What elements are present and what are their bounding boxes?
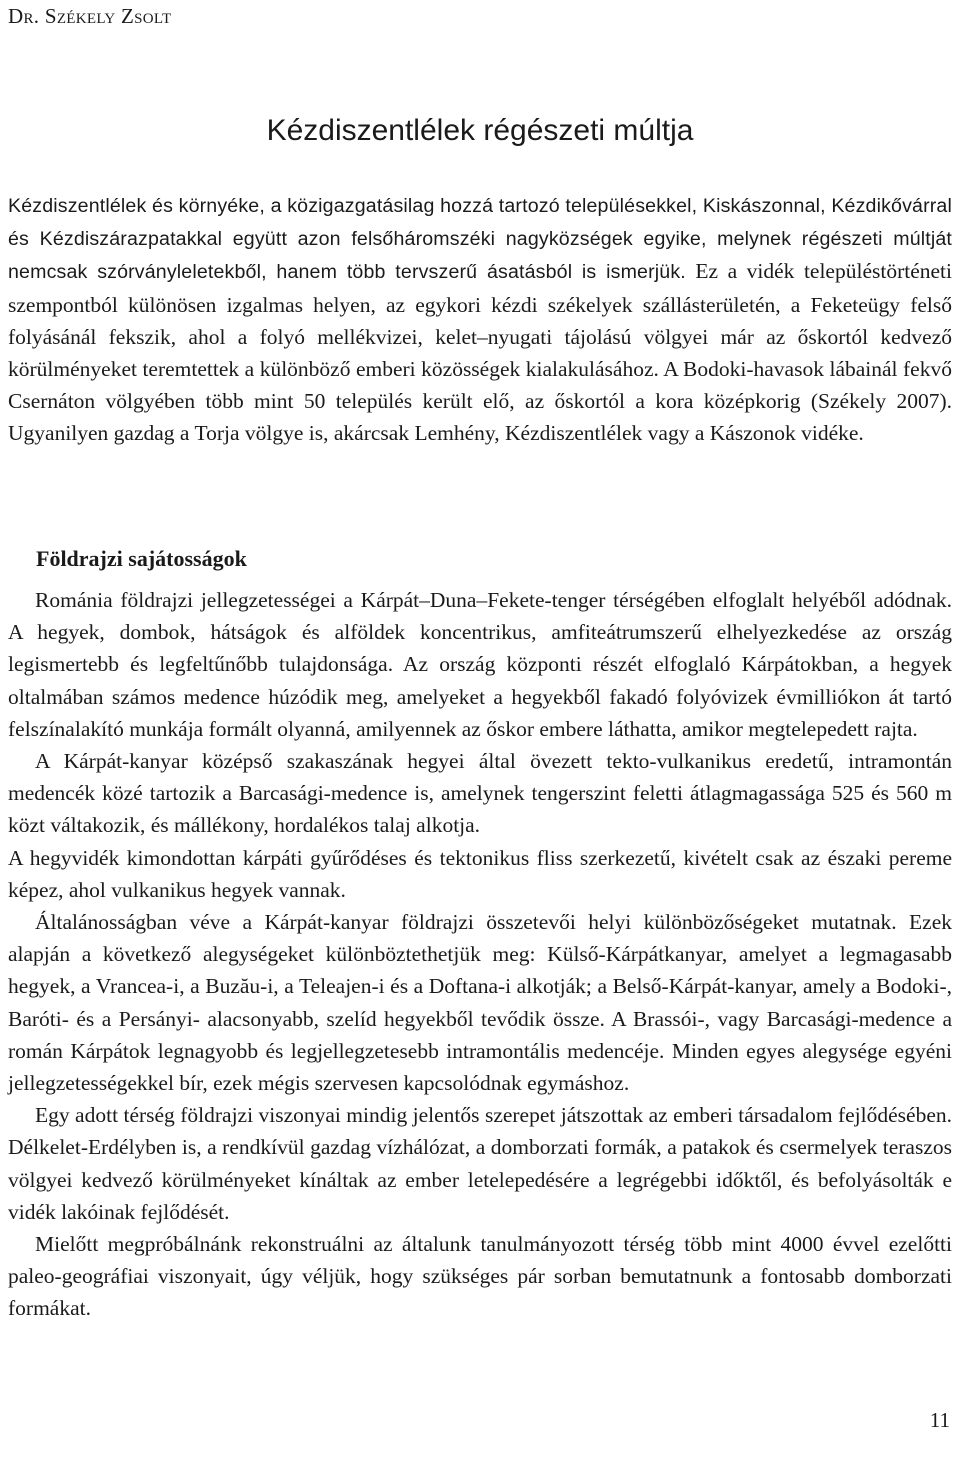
body-paragraph-6: Mielőtt megpróbálnánk rekonstruálni az általunk tanulmányozott térség több mint 4000 évvel ezelőtti paleo-geográfiai viszonyait, úgy véljük, hogy szükséges pár sorban bemutatnunk a fontosabb domborzati formákat.	[8, 1232, 952, 1321]
body-block	[8, 584, 952, 1325]
body-paragraph-4: Általánosságban véve a Kárpát-kanyar földrajzi összetevői helyi különbözőségeket mutatnak. Ezek alapján a következő alegységeket különböztethetjük meg: Külső-Kárpátkanyar, amelyet a legmagasabb hegyek, a Vrancea-i, a Buzău-i, a Teleajen-i és a Doftana-i alkotják; a Belső-Kárpát-kanyar, amely a Bodoki-, Baróti- és a Persányi- alacsonyabb, szelíd hegyekből tevődik össze. A Brassói-, vagy Barcasági-medence a román Kárpátok legnagyobb és legjellegzetesebb intramontális medencéje. Minden egyes alegysége egyéni jellegzetességekkel bír, ezek mégis szervesen kapcsolódnak egymáshoz.	[8, 910, 952, 1096]
section-heading: Földrajzi sajátosságok	[36, 546, 247, 571]
body-paragraph-5: Egy adott térség földrajzi viszonyai mindig jelentős szerepet játszottak az emberi társadalom fejlődésében. Délkelet-Erdélyben is, a rendkívül gazdag vízhálózat, a domborzati formák, a patakok és csermelyek teraszos völgyei kedvező körülményeket kínáltak az ember letelepedésére a legrégebbi időktől, és befolyásolták e vidék lakóinak fejlődését.	[8, 1103, 952, 1224]
intro-serif-text-2: A Bodoki-havasok lábainál fekvő Csernáton völgyében több mint 50 település került elő, az őskortól a kora középkorig (Székely 2007). Ugyanilyen gazdag a Torja völgye is, akárcsak Lemhény, Kézdiszentlélek vagy a Kászonok vidéke.	[8, 357, 952, 446]
intro-block	[8, 189, 952, 450]
body-paragraph-2: A Kárpát-kanyar középső szakaszának hegyei által övezett tekto-vulkanikus eredetű, intramontán medencék közé tartozik a Barcasági-medence is, amelynek tengerszint feletti átlagmagassága 525 és 560 m közt váltakozik, és mállékony, hordalékos talaj alkotja.	[8, 749, 952, 838]
running-head-author: Dr. Székely Zsolt	[8, 4, 172, 28]
page-number: 11	[929, 1408, 950, 1432]
intro-serif-text-1: Ez a vidék településtörténeti szempontból különösen izgalmas helyen, az egykori kézdi székelyek szállásterületén, a Feketeügy felső folyásánál fekszik, ahol a folyó mellékvizei, kelet–nyugati tájolású völgyei már az őskortól kedvező körülményeket teremtettek a különböző emberi közösségek kialakulásához.	[8, 259, 952, 382]
body-paragraph-3: A hegyvidék kimondottan kárpáti gyűrődéses és tektonikus fliss szerkezetű, kivételt csak az északi pereme képez, ahol vulkanikus hegyek vannak.	[8, 845, 952, 902]
article-title: Kézdiszentlélek régészeti múltja	[266, 114, 694, 147]
body-paragraph-1: Románia földrajzi jellegzetességei a Kárpát–Duna–Fekete-tenger térségében elfoglalt helyéből adódnak. A hegyek, dombok, hátságok és alföldek koncentrikus, amfiteátrumszerű elhelyezkedése az ország legismertebb és legfeltűnőbb tulajdonsága. Az ország központi részét elfoglaló Kárpátokban, a hegyek oltalmában számos medence húzódik meg, amelyeket a hegyekből fakadó folyóvizek évmilliókon át tartó felszínalakító munkája formált olyanná, amilyennek az őskor embere láthatta, amikor megtelepedett rajta.	[8, 588, 952, 741]
intro-sans-text: Kézdiszentlélek és környéke, a közigazgatásilag hozzá tartozó településekkel, Kiskászonnal, Kézdikővárral és Kézdiszárazpatakkal együtt azon felsőháromszéki nagyközségek egyike, melynek régészeti múltját nemcsak szórványleletekből, hanem több tervszerű ásatásból is ismerjük.	[8, 195, 952, 284]
